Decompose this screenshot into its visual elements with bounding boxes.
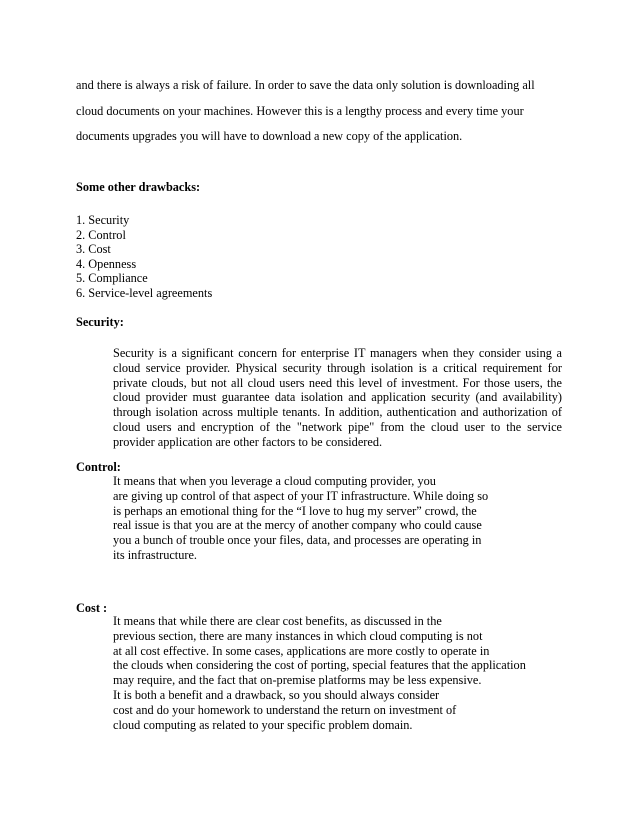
control-line: its infrastructure. [113,547,198,562]
cost-heading: Cost : [76,601,108,615]
cost-line: cloud computing as related to your specific problem domain. [113,717,413,732]
security-paragraph [113,346,562,450]
list-item: 2. Control [76,227,126,242]
control-line: you a bunch of trouble once your files, data, and processes are operating in [113,533,482,548]
list-item: 5. Compliance [76,271,148,286]
list-item: 1. Security [76,213,130,227]
cost-line: the clouds when considering the cost of porting, special features that the application [113,658,526,673]
security-line: Security is a significant concern for enterprise IT managers when they consider using a [113,346,562,360]
control-heading: Control: [76,460,121,474]
security-line: cloud provider must guarantee data isolation and application security (and availability) [113,390,562,405]
security-line: cloud service provider. Physical security through isolation is a critical requirement for [113,360,562,375]
control-line: are giving up control of that aspect of your IT infrastructure. While doing so [113,488,489,503]
control-line: real issue is that you are at the mercy of another company who could cause [113,518,482,533]
control-line: is perhaps an emotional thing for the “I love to hug my server” crowd, the [113,503,477,518]
cost-line: at all cost effective. In some cases, applications are more costly to operate in [113,643,490,658]
intro-line: and there is always a risk of failure. In order to save the data only solution is downloading all [76,78,535,92]
security-line: through isolation across multiple tenants. In addition, authentication and authorization of [113,405,562,420]
list-item: 6. Service-level agreements [76,285,213,300]
cost-line: previous section, there are many instances in which cloud computing is not [113,628,483,643]
intro-line: cloud documents on your machines. However this is a lengthy process and every time your [76,103,524,118]
list-item: 4. Openness [76,256,137,271]
control-line: It means that when you leverage a cloud computing provider, you [113,474,436,488]
control-paragraph [113,474,488,563]
security-line: cloud users and encryption of the "network pipe" from the cloud user to the service [113,419,562,434]
intro-paragraph [76,73,566,150]
drawbacks-list [76,213,212,301]
security-line: provider application are other factors to be considered. [113,434,383,449]
list-item: 3. Cost [76,242,111,257]
cost-line: may require, and the fact that on-premise platforms may be less expensive. [113,673,482,688]
cost-line: It is both a benefit and a drawback, so you should always consider [113,687,440,702]
cost-line: It means that while there are clear cost benefits, as discussed in the [113,614,442,628]
cost-paragraph [113,614,526,732]
drawbacks-heading: Some other drawbacks: [76,180,201,194]
intro-line: documents upgrades you will have to download a new copy of the application. [76,129,463,143]
security-line: private clouds, but not all cloud users need this level of investment. For those users, the [113,375,562,390]
cost-line: cost and do your homework to understand the return on investment of [113,702,457,717]
security-heading: Security: [76,315,124,329]
